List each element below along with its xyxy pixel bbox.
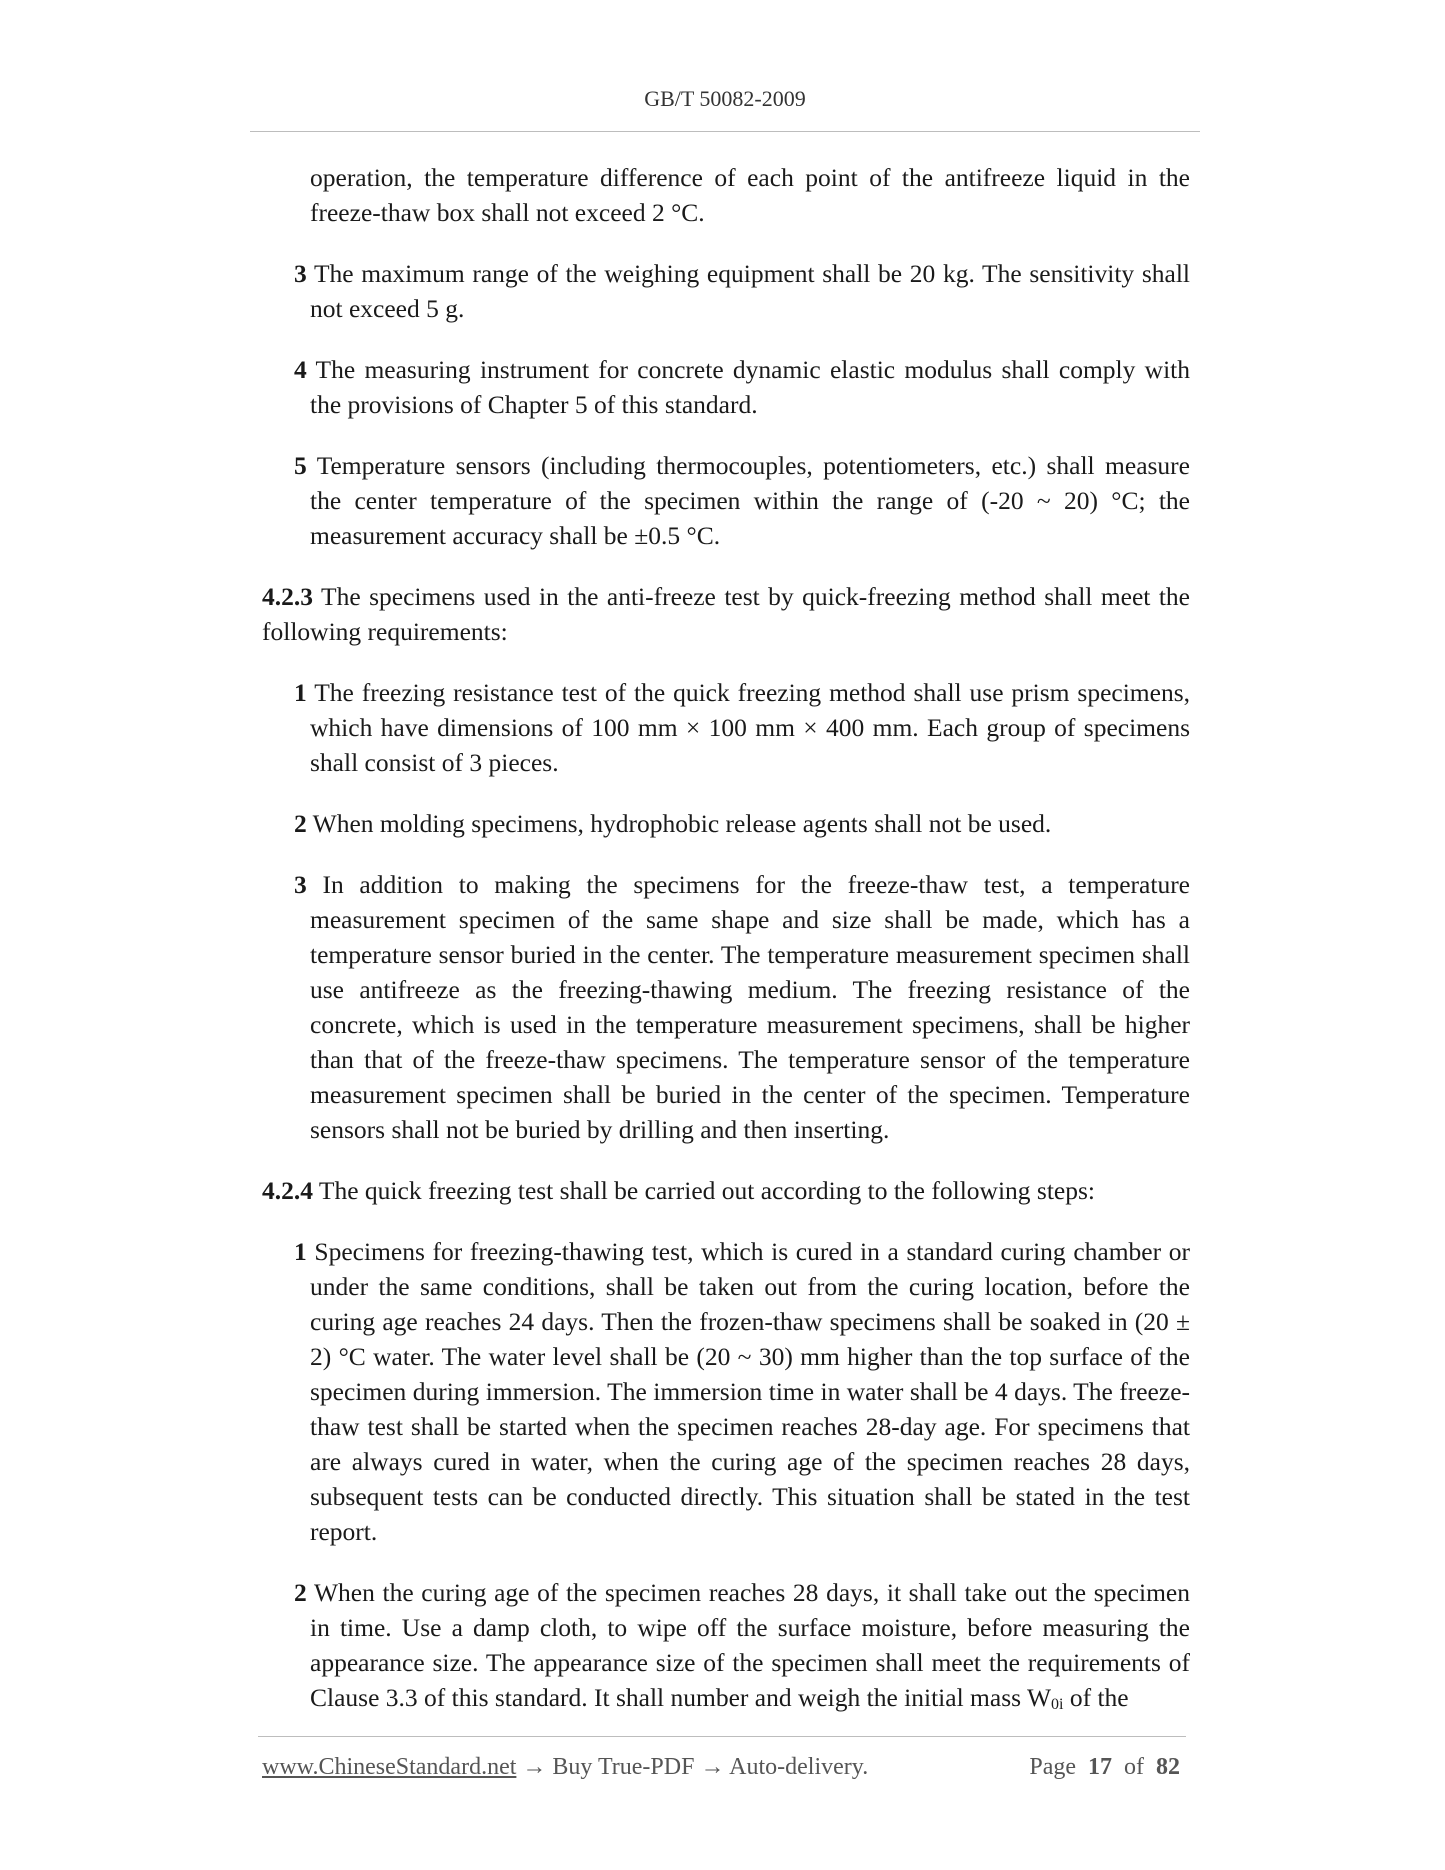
clause-paragraph (262, 579, 1190, 649)
page-label: Page (1029, 1754, 1076, 1780)
list-item (294, 352, 1190, 422)
item-text: Specimens for freezing-thawing test, which is cured in a standard curing chamber or under the same conditions, shall be taken out from the curing location, before the curing age reaches 24 days. Then the frozen-thaw specimens shall be soaked in (20 ± 2) °C water. The water level shall be (20 ~ 30) mm higher than the top surface of the specimen during immersion. The immersion time in water shall be 4 days. The freeze-thaw test shall be started when the specimen reaches 28-day age. For specimens that are always cured in water, when the curing age of the specimen reaches 28 days, subsequent tests can be conducted directly. This situation shall be stated in the test report. (306, 1237, 1190, 1546)
current-page: 17 (1088, 1754, 1112, 1780)
website-link[interactable]: www.ChineseStandard.net (262, 1754, 517, 1780)
page-header (250, 86, 1200, 112)
footer-divider (258, 1736, 1186, 1737)
clause-paragraph (262, 1173, 1190, 1208)
list-item (294, 806, 1190, 841)
buy-pdf-text: Buy True-PDF (552, 1754, 695, 1780)
item-text: When molding specimens, hydrophobic release agents shall not be used. (306, 809, 1052, 838)
item-number: 3 (294, 870, 307, 899)
subscript: 0i (1051, 1696, 1064, 1713)
header-divider (250, 131, 1200, 132)
arrow-icon: → (516, 1754, 553, 1780)
item-number: 2 (294, 1578, 307, 1607)
item-text: In addition to making the specimens for the freeze-thaw test, a temperature measurement specimen of the same shape and size shall be made, which has a temperature sensor buried in the center. The temperature measurement specimen shall use antifreeze as the freezing-thawing medium. The freezing resistance of the concrete, which is used in the temperature measurement specimens, shall be higher than that of the freeze-thaw specimens. The temperature sensor of the temperature measurement specimen shall be buried in the center of the specimen. Temperature sensors shall not be buried by drilling and then inserting. (306, 870, 1190, 1144)
page-body (262, 160, 1190, 1748)
item-text: The freezing resistance test of the quick freezing method shall use prism specimens, which have dimensions of 100 mm × 100 mm × 400 mm. Each group of specimens shall consist of 3 pieces. (306, 678, 1190, 777)
footer-promo (262, 1754, 868, 1781)
page-number (1029, 1754, 1180, 1781)
clause-text: The quick freezing test shall be carried out according to the following steps: (313, 1176, 1095, 1205)
item-number: 1 (294, 1237, 307, 1266)
list-item (294, 867, 1190, 1147)
item-text: Temperature sensors (including thermocouples, potentiometers, etc.) shall measure the center temperature of the specimen within the range of (-20 ~ 20) °C; the measurement accuracy shall be ±0.5 °C. (306, 451, 1190, 550)
item-text: The maximum range of the weighing equipment shall be 20 kg. The sensitivity shall not exceed 5 g. (306, 259, 1190, 323)
total-pages: 82 (1156, 1754, 1180, 1780)
list-item (294, 448, 1190, 553)
continued-paragraph: operation, the temperature difference of each point of the antifreeze liquid in the freeze-thaw box shall not exceed 2 °C. (310, 163, 1190, 227)
document-code: GB/T 50082-2009 (644, 86, 806, 111)
clause-number: 4.2.4 (262, 1176, 313, 1205)
list-item (294, 1575, 1190, 1722)
item-number: 2 (294, 809, 307, 838)
item-number: 1 (294, 678, 307, 707)
clause-text: The specimens used in the anti-freeze test by quick-freezing method shall meet the following requirements: (262, 582, 1190, 646)
item-number: 5 (294, 451, 307, 480)
clause-number: 4.2.3 (262, 582, 313, 611)
of-label: of (1124, 1754, 1144, 1780)
list-item (294, 675, 1190, 780)
item-number: 3 (294, 259, 307, 288)
item-text: When the curing age of the specimen reaches 28 days, it shall take out the specimen in time. Use a damp cloth, to wipe off the surface moisture, before measuring the appearance size. The appearance size of the specimen shall meet the requirements of Clause 3.3 of this standard. It shall number and weigh the initial mass W (306, 1578, 1190, 1712)
item-text-tail: of the (1063, 1683, 1129, 1712)
item-text: The measuring instrument for concrete dynamic elastic modulus shall comply with the provisions of Chapter 5 of this standard. (306, 355, 1190, 419)
list-item (294, 256, 1190, 326)
item-number: 4 (294, 355, 307, 384)
arrow-icon: → (694, 1754, 730, 1780)
list-item (294, 1234, 1190, 1549)
auto-delivery-text: Auto-delivery. (729, 1754, 869, 1780)
